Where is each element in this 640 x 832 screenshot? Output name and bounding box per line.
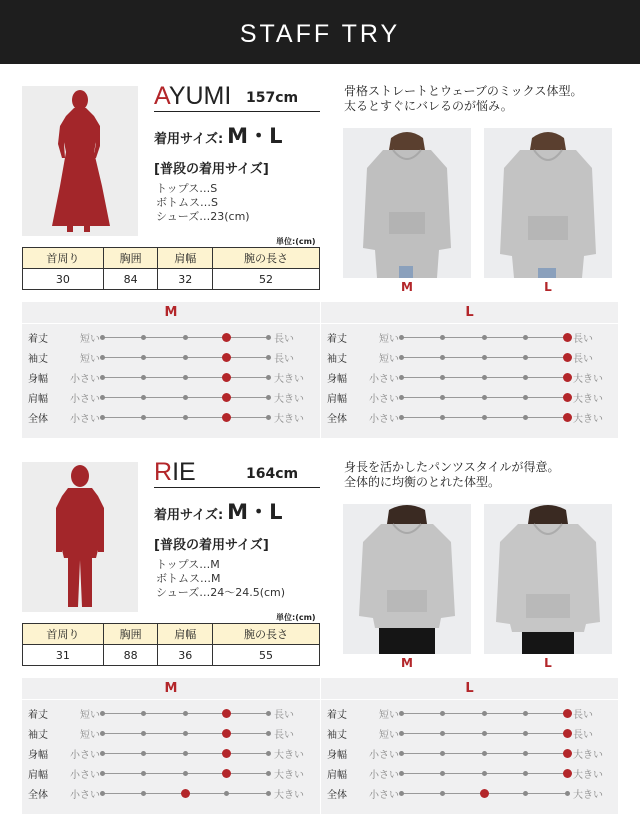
fit-scale-dot [523, 415, 528, 420]
fit-column-m [22, 678, 320, 814]
fit-scale-dot [100, 751, 105, 756]
fit-marker [222, 729, 231, 738]
fit-scale-dot [224, 791, 229, 796]
fit-high-label: 大きい [573, 790, 603, 801]
fit-scale-dot [141, 731, 146, 736]
fit-row-label: 肩幅 [327, 770, 347, 781]
fit-high-label: 大きい [573, 414, 603, 425]
hoodie-model-photo [484, 128, 612, 278]
fit-scale-dot [141, 355, 146, 360]
fit-scale [102, 773, 268, 774]
fit-row-label: 身幅 [327, 374, 347, 385]
fit-low-label: 小さい [70, 750, 100, 761]
unit-label: 単位:(cm) [276, 613, 316, 622]
fit-marker [563, 729, 572, 738]
fit-row-label: 袖丈 [327, 354, 347, 365]
photo-size-m [343, 128, 471, 278]
fit-scale-dot [399, 751, 404, 756]
fit-row-label: 全体 [28, 790, 48, 801]
fit-scale [401, 793, 567, 794]
worn-size-label: 着用サイズ: [154, 508, 224, 523]
fit-scale-dot [183, 771, 188, 776]
fit-scale-dot [399, 415, 404, 420]
fit-high-label: 長い [274, 354, 294, 365]
fit-scale-dot [141, 395, 146, 400]
fit-scale-dot [266, 711, 271, 716]
fit-scale-dot [266, 731, 271, 736]
measure-header: 腕の長さ [213, 624, 320, 645]
fit-scale-dot [141, 335, 146, 340]
worn-size [154, 120, 282, 150]
fit-scale [102, 357, 268, 358]
fit-row [321, 784, 619, 802]
usual-bottoms: ボトムス…M [156, 572, 221, 585]
fit-scale-dot [399, 375, 404, 380]
fit-scale [102, 377, 268, 378]
photo-label-l: L [544, 656, 552, 670]
fit-panel [22, 678, 618, 814]
fit-row [22, 764, 320, 782]
fit-scale-dot [266, 335, 271, 340]
fit-scale [401, 753, 567, 754]
staff-height: 164cm [246, 466, 299, 482]
fit-scale-dot [100, 395, 105, 400]
fit-size-title: M [22, 678, 320, 700]
fit-scale [102, 397, 268, 398]
fit-high-label: 大きい [274, 790, 304, 801]
usual-size-title: [普段の着用サイズ] [154, 538, 269, 553]
fit-marker [563, 353, 572, 362]
photo-label-m: M [401, 280, 413, 294]
staff-section-ayumi [0, 64, 640, 434]
fit-row [321, 704, 619, 722]
name-initial: A [154, 82, 169, 110]
fit-row-label: 袖丈 [28, 730, 48, 741]
fit-scale-dot [266, 415, 271, 420]
fit-scale-dot [141, 415, 146, 420]
fit-high-label: 大きい [274, 750, 304, 761]
usual-shoes: シューズ…23(cm) [156, 210, 250, 223]
hoodie-model-photo [343, 128, 471, 278]
measure-value: 84 [103, 269, 158, 290]
fit-scale-dot [482, 335, 487, 340]
fit-scale-dot [183, 335, 188, 340]
fit-row-label: 全体 [327, 790, 347, 801]
description-line: 全体的に均衡のとれた体型。 [344, 475, 501, 489]
fit-scale-dot [440, 375, 445, 380]
fit-row-label: 着丈 [28, 334, 48, 345]
fit-scale-dot [440, 791, 445, 796]
fit-row [22, 348, 320, 366]
hoodie-model-photo [484, 504, 612, 654]
fit-marker [222, 413, 231, 422]
fit-high-label: 長い [573, 334, 593, 345]
fit-row-label: 肩幅 [327, 394, 347, 405]
fit-low-label: 短い [80, 710, 100, 721]
fit-scale-dot [523, 711, 528, 716]
measure-value: 88 [103, 645, 158, 666]
fit-column-l [320, 678, 618, 814]
fit-row-label: 身幅 [28, 374, 48, 385]
fit-scale-dot [266, 751, 271, 756]
measure-header: 肩幅 [158, 624, 213, 645]
silhouette-panel [22, 86, 138, 236]
fit-row [321, 764, 619, 782]
fit-scale-dot [183, 415, 188, 420]
fit-scale-dot [440, 355, 445, 360]
fit-marker [222, 393, 231, 402]
measurement-table [22, 623, 320, 666]
measure-value: 31 [23, 645, 104, 666]
usual-tops: トップス…M [156, 558, 220, 571]
fit-low-label: 短い [379, 730, 399, 741]
fit-row-label: 袖丈 [28, 354, 48, 365]
fit-scale-dot [100, 355, 105, 360]
fit-low-label: 小さい [369, 414, 399, 425]
fit-scale [102, 793, 268, 794]
fit-scale-dot [141, 375, 146, 380]
name-rest: IE [172, 458, 196, 486]
fit-marker [222, 769, 231, 778]
photo-size-l [484, 504, 612, 654]
fit-marker [181, 789, 190, 798]
fit-low-label: 小さい [369, 374, 399, 385]
fit-low-label: 小さい [369, 770, 399, 781]
measurement-table [22, 247, 320, 290]
fit-scale-dot [141, 711, 146, 716]
usual-size-list [156, 558, 285, 600]
fit-scale-dot [183, 355, 188, 360]
page-title: STAFF TRY [239, 20, 401, 48]
fit-low-label: 小さい [70, 790, 100, 801]
fit-scale-dot [266, 395, 271, 400]
page-header [0, 0, 640, 64]
fit-scale [401, 713, 567, 714]
fit-row [22, 744, 320, 762]
fit-scale-dot [100, 771, 105, 776]
fit-high-label: 大きい [274, 394, 304, 405]
fit-scale-dot [399, 731, 404, 736]
measure-value: 55 [213, 645, 320, 666]
photo-label-m: M [401, 656, 413, 670]
fit-low-label: 短い [80, 334, 100, 345]
fit-scale-dot [399, 355, 404, 360]
fit-high-label: 大きい [573, 770, 603, 781]
staff-height: 157cm [246, 90, 299, 106]
fit-scale-dot [523, 731, 528, 736]
measure-value: 32 [158, 269, 213, 290]
fit-scale-dot [266, 375, 271, 380]
fit-scale-dot [141, 791, 146, 796]
fit-scale-dot [100, 375, 105, 380]
fit-high-label: 長い [274, 730, 294, 741]
fit-high-label: 長い [274, 710, 294, 721]
worn-size [154, 496, 282, 526]
fit-scale-dot [482, 395, 487, 400]
body-description [344, 84, 583, 114]
fit-low-label: 小さい [70, 394, 100, 405]
fit-marker [563, 769, 572, 778]
fit-scale-dot [399, 771, 404, 776]
fit-marker [480, 789, 489, 798]
usual-shoes: シューズ…24〜24.5(cm) [156, 586, 286, 599]
fit-row-label: 着丈 [28, 710, 48, 721]
fit-scale-dot [482, 415, 487, 420]
fit-scale-dot [523, 335, 528, 340]
fit-row [22, 704, 320, 722]
fit-low-label: 小さい [369, 394, 399, 405]
fit-scale-dot [100, 711, 105, 716]
fit-high-label: 大きい [573, 750, 603, 761]
fit-low-label: 短い [379, 334, 399, 345]
fit-scale-dot [440, 711, 445, 716]
worn-size-label: 着用サイズ: [154, 132, 224, 147]
fit-scale [401, 733, 567, 734]
fit-scale-dot [482, 731, 487, 736]
measure-header: 腕の長さ [213, 248, 320, 269]
fit-low-label: 短い [80, 730, 100, 741]
fit-row [22, 724, 320, 742]
fit-scale [401, 397, 567, 398]
fit-scale-dot [482, 771, 487, 776]
fit-high-label: 長い [274, 334, 294, 345]
fit-marker [563, 393, 572, 402]
fit-row-label: 着丈 [327, 710, 347, 721]
hoodie-model-photo [343, 504, 471, 654]
fit-row [22, 328, 320, 346]
usual-size-title: [普段の着用サイズ] [154, 162, 269, 177]
fit-column-m [22, 302, 320, 438]
fit-scale [102, 753, 268, 754]
fit-scale-dot [440, 751, 445, 756]
fit-row-label: 肩幅 [28, 770, 48, 781]
measure-header: 首周り [23, 624, 104, 645]
fit-scale-dot [266, 771, 271, 776]
fit-row-label: 着丈 [327, 334, 347, 345]
fit-high-label: 大きい [573, 374, 603, 385]
fit-high-label: 長い [573, 354, 593, 365]
fit-scale-dot [183, 731, 188, 736]
fit-size-title: L [321, 302, 618, 324]
fit-scale [401, 357, 567, 358]
fit-scale [102, 417, 268, 418]
fit-scale [401, 377, 567, 378]
fit-row [22, 408, 320, 426]
fit-scale-dot [482, 711, 487, 716]
fit-row-label: 全体 [28, 414, 48, 425]
fit-scale-dot [141, 771, 146, 776]
fit-scale-dot [440, 415, 445, 420]
fit-scale-dot [440, 771, 445, 776]
fit-scale-dot [399, 711, 404, 716]
measure-header: 胸囲 [103, 248, 158, 269]
description-line: 骨格ストレートとウェーブのミックス体型。 [344, 84, 583, 98]
fit-scale-dot [523, 751, 528, 756]
fit-low-label: 短い [80, 354, 100, 365]
name-rest: YUMI [168, 82, 232, 110]
fit-low-label: 短い [379, 710, 399, 721]
fit-high-label: 長い [573, 730, 593, 741]
fit-scale-dot [266, 791, 271, 796]
fit-row [321, 328, 619, 346]
fit-scale-dot [399, 335, 404, 340]
fit-low-label: 短い [379, 354, 399, 365]
fit-row [321, 744, 619, 762]
fit-scale-dot [565, 791, 570, 796]
fit-size-title: M [22, 302, 320, 324]
unit-label: 単位:(cm) [276, 237, 316, 246]
fit-row [321, 408, 619, 426]
fit-high-label: 大きい [274, 770, 304, 781]
fit-low-label: 小さい [369, 790, 399, 801]
fit-row-label: 袖丈 [327, 730, 347, 741]
fit-scale-dot [440, 335, 445, 340]
fit-scale-dot [523, 771, 528, 776]
measure-header: 肩幅 [158, 248, 213, 269]
fit-marker [222, 709, 231, 718]
fit-scale-dot [440, 731, 445, 736]
worn-size-value: M・L [227, 500, 283, 524]
fit-scale-dot [141, 751, 146, 756]
fit-high-label: 大きい [274, 414, 304, 425]
fit-scale-dot [100, 335, 105, 340]
fit-scale [102, 733, 268, 734]
fit-scale-dot [399, 791, 404, 796]
fit-column-l [320, 302, 618, 438]
fit-scale-dot [523, 791, 528, 796]
fit-marker [222, 333, 231, 342]
fit-size-title: L [321, 678, 618, 700]
measure-header: 胸囲 [103, 624, 158, 645]
fit-low-label: 小さい [70, 770, 100, 781]
fit-low-label: 小さい [70, 374, 100, 385]
fit-high-label: 長い [573, 710, 593, 721]
fit-scale-dot [523, 395, 528, 400]
fit-scale-dot [183, 395, 188, 400]
fit-scale [401, 773, 567, 774]
usual-size-list [156, 182, 250, 224]
fit-panel [22, 302, 618, 438]
fit-row [321, 724, 619, 742]
staff-section-rie [0, 440, 640, 810]
measure-header: 首周り [23, 248, 104, 269]
fit-low-label: 小さい [70, 414, 100, 425]
fit-scale-dot [183, 751, 188, 756]
fit-row [321, 368, 619, 386]
description-line: 太るとすぐにバレるのが悩み。 [344, 99, 513, 113]
fit-row-label: 全体 [327, 414, 347, 425]
staff-name [154, 82, 320, 112]
fit-scale [401, 337, 567, 338]
measure-value: 36 [158, 645, 213, 666]
name-initial: R [154, 458, 173, 486]
fit-marker [563, 373, 572, 382]
fit-row-label: 身幅 [28, 750, 48, 761]
body-description [344, 460, 560, 490]
fit-row [22, 388, 320, 406]
fit-high-label: 大きい [274, 374, 304, 385]
fit-scale-dot [100, 731, 105, 736]
fit-scale-dot [100, 415, 105, 420]
measure-value: 52 [213, 269, 320, 290]
fit-scale-dot [399, 395, 404, 400]
fit-scale-dot [183, 711, 188, 716]
fit-row-label: 肩幅 [28, 394, 48, 405]
staff-name [154, 458, 320, 488]
fit-row [22, 368, 320, 386]
fit-scale [102, 337, 268, 338]
woman-in-pants-icon [22, 462, 138, 612]
fit-row [321, 348, 619, 366]
fit-scale-dot [523, 375, 528, 380]
fit-marker [563, 749, 572, 758]
woman-in-dress-icon [22, 86, 138, 236]
fit-marker [222, 749, 231, 758]
fit-marker [563, 413, 572, 422]
fit-row [321, 388, 619, 406]
worn-size-value: M・L [227, 124, 283, 148]
fit-scale-dot [482, 751, 487, 756]
usual-tops: トップス…S [156, 182, 218, 195]
fit-scale-dot [440, 395, 445, 400]
usual-bottoms: ボトムス…S [156, 196, 218, 209]
fit-scale [102, 713, 268, 714]
fit-scale-dot [100, 791, 105, 796]
photo-label-l: L [544, 280, 552, 294]
fit-scale-dot [482, 355, 487, 360]
fit-high-label: 大きい [573, 394, 603, 405]
fit-row-label: 身幅 [327, 750, 347, 761]
photo-size-m [343, 504, 471, 654]
fit-scale-dot [482, 375, 487, 380]
fit-scale [401, 417, 567, 418]
description-line: 身長を活かしたパンツスタイルが得意。 [344, 460, 560, 474]
photo-size-l [484, 128, 612, 278]
measure-value: 30 [23, 269, 104, 290]
fit-marker [222, 353, 231, 362]
fit-marker [222, 373, 231, 382]
fit-marker [563, 709, 572, 718]
fit-scale-dot [523, 355, 528, 360]
fit-scale-dot [183, 375, 188, 380]
fit-low-label: 小さい [369, 750, 399, 761]
fit-marker [563, 333, 572, 342]
fit-scale-dot [266, 355, 271, 360]
silhouette-panel [22, 462, 138, 612]
fit-row [22, 784, 320, 802]
